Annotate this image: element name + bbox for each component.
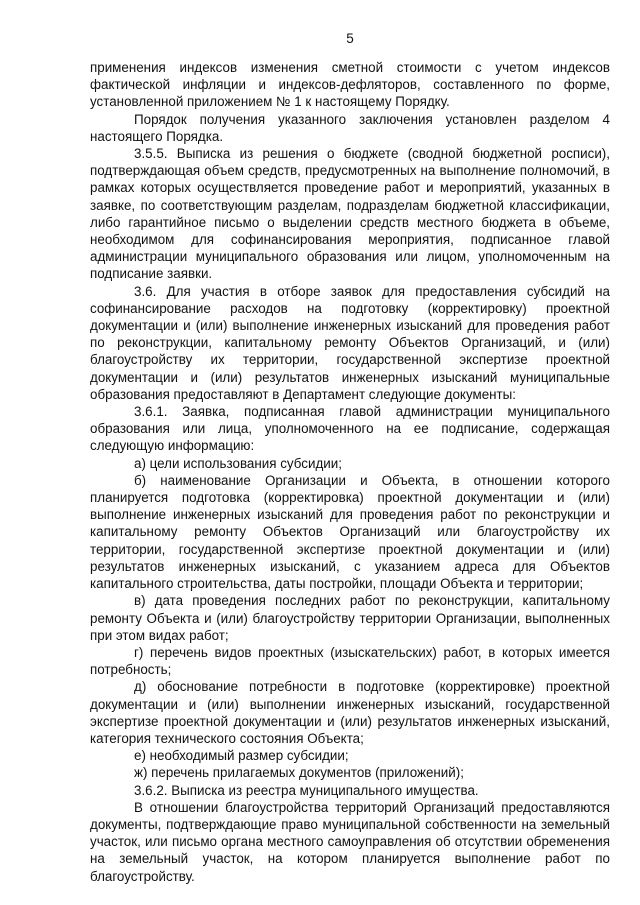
list-item: б) наименование Организации и Объекта, в отношении которого планируется подготовка (корректировка) проектной документации и (или) выполнение инженерных изысканий для проведения работ по реконструкции и капитальному ремонту Объектов Организаций или благоустройству их территории, государственной экспертизе проектной документации и (или) результатов инженерных изысканий, с указанием адреса для Объектов капитального строительства, даты постройки, площади Объекта и территории; bbox=[90, 472, 610, 592]
paragraph: 3.6. Для участия в отборе заявок для предоставления субсидий на софинансирование расходов на подготовку (корректировку) проектной документации и (или) выполнение инженерных изысканий для проведения работ по реконструкции, капитальному ремонту Объектов Организаций, и (или) благоустройству их территории, государственной экспертизе проектной документации и (или) результатов инженерных изысканий муниципальные образования предоставляют в Департамент следующие документы: bbox=[90, 283, 610, 402]
list-item: д) обоснование потребности в подготовке (корректировке) проектной документации и (или) выполнении инженерных изысканий, государственной экспертизе проектной документации и (или) результатов инженерных изысканий, категория технического состояния Объекта; bbox=[90, 679, 610, 746]
paragraph: 3.6.1. Заявка, подписанная главой администрации муниципального образования или лица, уполномоченного на ее подписание, содержащая следующую информацию: bbox=[90, 404, 610, 454]
paragraph: 3.6.2. Выписка из реестра муниципального имущества. bbox=[134, 782, 479, 798]
list-item: ж) перечень прилагаемых документов (приложений); bbox=[134, 765, 464, 781]
paragraph: 3.5.5. Выписка из решения о бюджете (сводной бюджетной росписи), подтверждающая объем средств, предусмотренных на выполнение полномочий, в рамках которых осуществляется проведение работ и мероприятий, указанных в заявке, по соответствующим разделам, подразделам бюджетной классификации, либо гарантийное письмо о выделении средств местного бюджета в объеме, необходимом для софинансирования мероприятия, подписанное главой администрации муниципального образования или лицом, уполномоченным на подписание заявки. bbox=[90, 146, 610, 282]
list-item: г) перечень видов проектных (изыскательских) работ, в которых имеется потребность; bbox=[90, 644, 610, 678]
paragraph: применения индексов изменения сметной стоимости с учетом индексов фактической инфляции и индексов-дефляторов, составленного по форме, установленной приложением № 1 к настоящему Порядку. bbox=[90, 60, 610, 110]
paragraph: Порядок получения указанного заключения установлен разделом 4 настоящего Порядка. bbox=[90, 111, 610, 144]
list-item: в) дата проведения последних работ по реконструкции, капитальному ремонту Объекта и (или) благоустройству территории Организации, выполненных при этом видах работ; bbox=[90, 593, 610, 643]
paragraph: В отношении благоустройства территорий Организаций предоставляются документы, подтверждающие право муниципальной собственности на земельный участок, или письмо органа местного самоуправления об отсутствии обременения на земельный участок, на котором планируется выполнение работ по благоустройству. bbox=[90, 799, 610, 884]
document-body bbox=[90, 59, 610, 885]
page-number: 5 bbox=[346, 31, 354, 46]
list-item: е) необходимый размер субсидии; bbox=[134, 748, 349, 764]
list-item: а) цели использования субсидии; bbox=[134, 455, 342, 471]
